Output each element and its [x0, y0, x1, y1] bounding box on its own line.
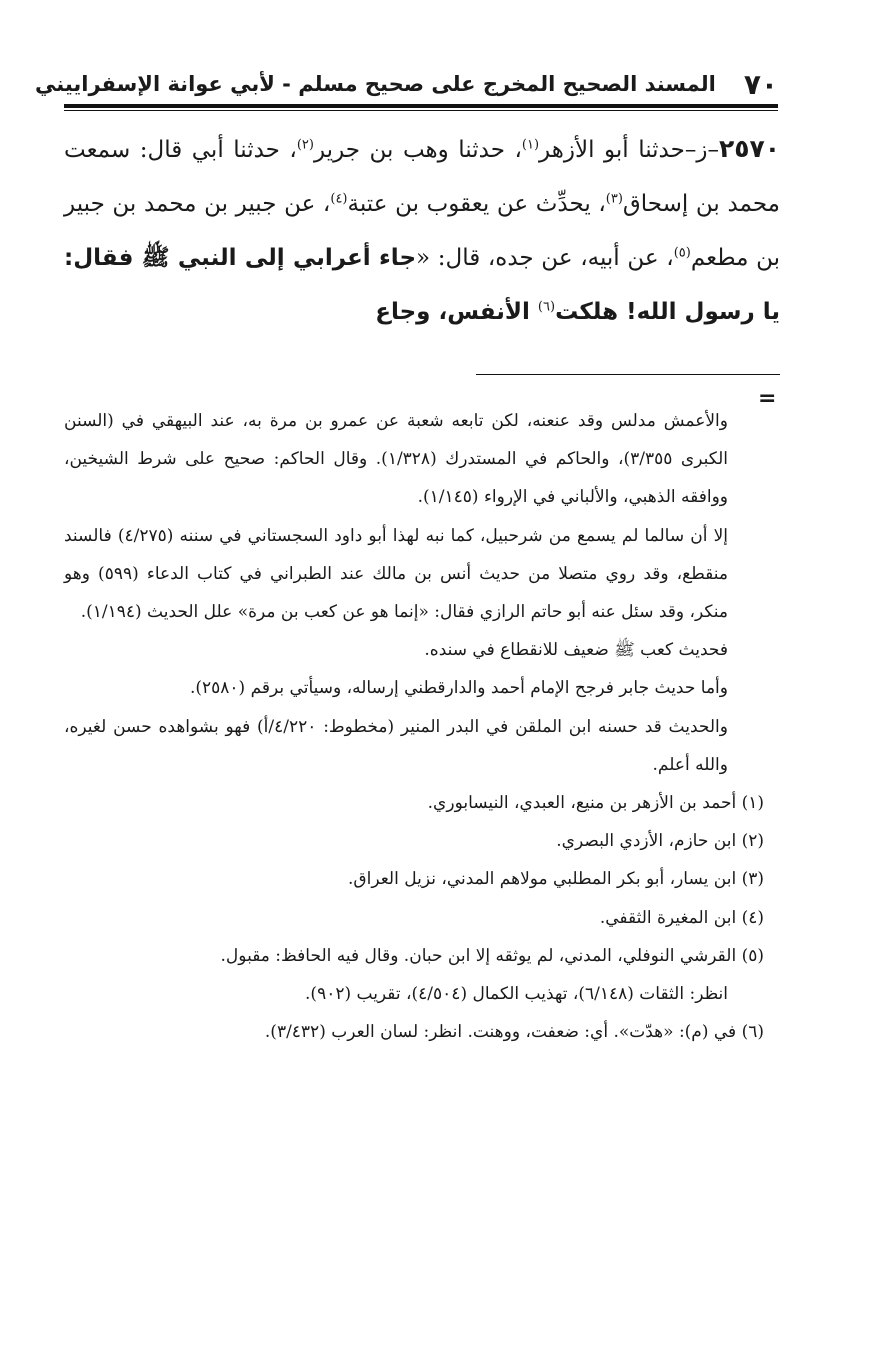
footnote-3: (٣) ابن يسار، أبو بكر المطلبي مولاهم المدني، نزيل العراق.: [348, 869, 764, 890]
hadith-segment: ، يحدِّث عن يعقوب بن عتبة: [347, 191, 606, 217]
hadith-matn: جاء أعرابي إلى النبي ﷺ فقال: يا رسول الله! هلكت: [64, 245, 780, 325]
footnote-ref: (٤): [330, 191, 348, 207]
footnote-paragraph: وأما حديث جابر فرجح الإمام أحمد والدارقطني إرساله، وسيأتي برقم (٢٥٨٠).: [189, 678, 728, 699]
hadith-segment: ، حدثنا وهب بن جرير: [313, 137, 522, 163]
footnote-6: (٦) في (م): «هدّت». أي: ضعفت، ووهنت. انظر: لسان العرب (٣/٤٣٢).: [264, 1022, 764, 1043]
header-rule-thin: [64, 110, 778, 111]
footnote-1: (١) أحمد بن الأزهر بن منيع، العبدي، النيسابوري.: [427, 793, 764, 814]
footnote-paragraph: فحديث كعب ﷺ ضعيف للانقطاع في سنده.: [424, 640, 728, 661]
hadith-segment: ، حدثنا أبي قال: سمعت محمد بن إسحاق: [64, 137, 780, 217]
footnotes: [64, 402, 764, 1051]
hadith-segment: –ز–حدثنا أبو الأزهر: [539, 137, 719, 163]
hadith-number: ٢٥٧٠: [718, 134, 780, 163]
footnote-4: (٤) ابن المغيرة الثقفي.: [599, 907, 764, 928]
footnote-separator: [476, 374, 780, 375]
page-number: ٧٠: [743, 67, 778, 101]
hadith-segment: ، عن أبيه، عن جده، قال: «: [416, 245, 674, 271]
footnote-ref: (٢): [296, 137, 314, 153]
continuation-mark: =: [758, 386, 777, 411]
hadith-text: [64, 122, 780, 339]
book-title: المسند الصحيح المخرج على صحيح مسلم - لأبي عوانة الإسفراييني: [35, 72, 716, 96]
running-header: [35, 62, 778, 106]
footnote-paragraph: والحديث قد حسنه ابن الملقن في البدر المنير (مخطوط: ٤/٢٢٠/أ) فهو بشواهده حسن لغيره، والله أعلم.: [64, 716, 728, 775]
footnote-ref: (٥): [673, 245, 691, 261]
continued-footnote: [64, 402, 764, 784]
hadith-segment: ، عن جبير بن محمد بن جبير بن مطعم: [64, 191, 780, 271]
footnote-2: (٢) ابن حازم، الأزدي البصري.: [556, 831, 764, 852]
footnote-ref: (٣): [605, 191, 623, 207]
hadith-matn: الأنفس، وجاع: [375, 299, 538, 325]
footnote-5: (٥) القرشي النوفلي، المدني، لم يوثقه إلا ابن حبان. وقال فيه الحافظ: مقبول.: [220, 945, 764, 966]
footnote-5-continuation: انظر: الثقات (٦/١٤٨)، تهذيب الكمال (٤/٥٠٤)، تقريب (٩٠٢).: [305, 984, 728, 1005]
footnote-ref: (١): [521, 137, 540, 153]
footnote-paragraph: إلا أن سالما لم يسمع من شرحبيل، كما نبه لهذا أبو داود السجستاني في سننه (٤/٢٧٥) فالسند منقطع، وقد روي متصلا من حديث أنس بن مالك عند الطبراني في كتاب الدعاء (٥٩٩) وهو منكر، وقد سئل عنه أبو حاتم الرازي فقال: «إنما هو عن كعب بن مرة» علل الحديث (١/١٩٤).: [64, 525, 728, 623]
footnote-ref: (٦): [537, 299, 556, 315]
footnote-paragraph: والأعمش مدلس وقد عنعنه، لكن تابعه شعبة عن عمرو بن مرة به، عند البيهقي في (السنن الكبرى ٣/٣٥٥)، والحاكم في المستدرك (١/٣٢٨). وقال الحاكم: صحيح على شرط الشيخين، ووافقه الذهبي، والألباني في الإرواء (١/١٤٥).: [64, 411, 728, 508]
header-rule-thick: [64, 104, 778, 108]
